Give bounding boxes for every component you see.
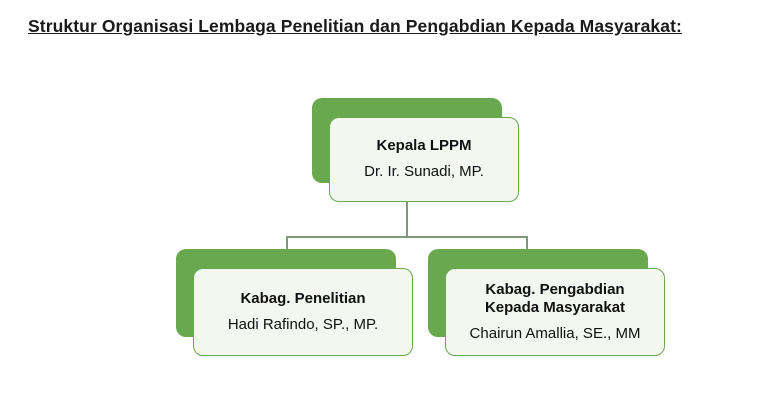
node-subtitle: Dr. Ir. Sunadi, MP. bbox=[364, 163, 484, 181]
connector-horizontal bbox=[286, 236, 527, 238]
page-title: Struktur Organisasi Lembaga Penelitian dan Pengabdian Kepada Masyarakat: bbox=[28, 16, 682, 36]
node-title: Kabag. Penelitian bbox=[240, 289, 366, 307]
node-subtitle: Chairun Amallia, SE., MM bbox=[469, 325, 641, 342]
node-card bbox=[329, 117, 519, 202]
org-node-kabag-penelitian[interactable] bbox=[176, 249, 396, 337]
node-card bbox=[445, 268, 665, 356]
node-title-line2: Kepada Masyarakat bbox=[484, 299, 626, 317]
node-card bbox=[193, 268, 413, 356]
node-title-line1: Kabag. Pengabdian bbox=[485, 280, 625, 298]
connector-root-down bbox=[406, 202, 408, 236]
node-subtitle: Hadi Rafindo, SP., MP. bbox=[227, 315, 379, 333]
org-node-kabag-pengabdian[interactable] bbox=[428, 249, 648, 342]
node-title: Kepala LPPM bbox=[376, 137, 472, 155]
org-node-kepala-lppm[interactable] bbox=[312, 98, 502, 183]
